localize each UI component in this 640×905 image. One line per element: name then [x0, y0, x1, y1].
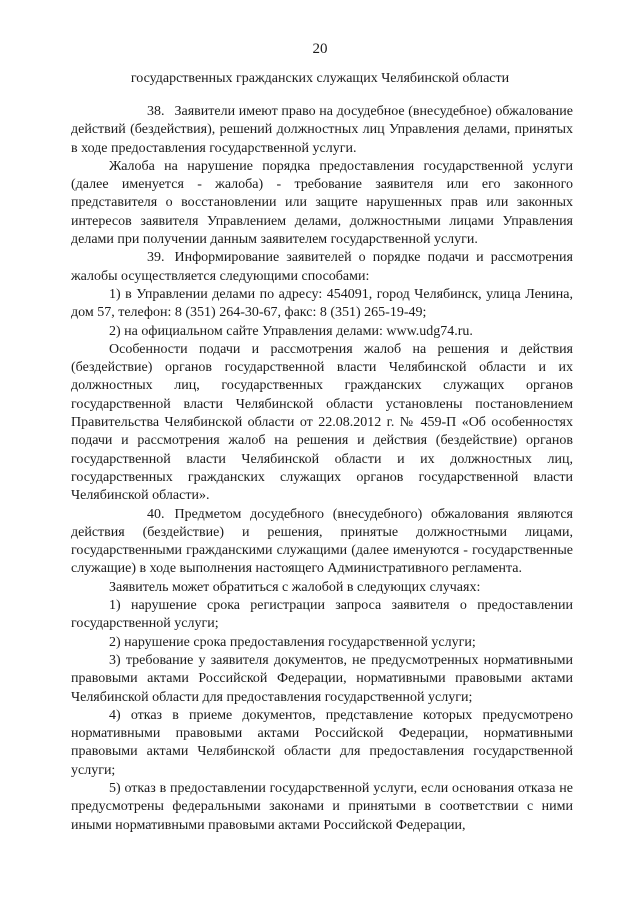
paragraph-text: Жалоба на нарушение порядка предоставления государственной услуги (далее именуется - жалоба) - требование заявителя или его законного представителя о восстановлении или защите нарушенных прав или законных интересов заявителя Управлением делами, должностными лицами Управления делами при получении данным заявителем государственной услуги. — [71, 158, 573, 248]
paragraph-text: 2) нарушение срока предоставления государственной услуги; — [109, 634, 476, 650]
paragraph-number: 38. — [147, 104, 165, 119]
paragraph-cases-intro — [71, 579, 573, 597]
paragraph-number: 39. — [147, 250, 165, 266]
paragraph-complaint-definition — [71, 158, 573, 249]
page-number: 20 — [312, 41, 328, 57]
paragraph-text: 2) на официальном сайте Управления делами: www.udg74.ru. — [109, 323, 473, 339]
paragraph-38 — [71, 103, 573, 158]
paragraph-text: 3) требование у заявителя документов, не предусмотренных нормативными правовыми актами Российской Федерации, нормативными правовыми актами Челябинской области для предоставления государственной услуги; — [71, 652, 573, 705]
paragraph-text: Заявители имеют право на досудебное (внесудебное) обжалование действий (бездействия), решений должностных лиц Управления делами, принятых в ходе предоставления государственной услуги. — [71, 104, 573, 156]
list-item-address — [71, 286, 573, 323]
running-header: государственных гражданских служащих Челябинской области — [130, 71, 510, 86]
paragraph-39 — [71, 249, 573, 286]
list-item-case-4 — [71, 707, 573, 780]
list-item-website — [71, 323, 573, 341]
paragraph-text: 5) отказ в предоставлении государственной услуги, если основания отказа не предусмотрены федеральными законами и принятыми в соответствии с ними иными нормативными правовыми актами Российской Федерации, — [71, 780, 573, 833]
paragraph-text: 4) отказ в приеме документов, представление которых предусмотрено нормативными правовыми актами Российской Федерации, нормативными правовыми актами Челябинской области для предоставления государственной услуги; — [71, 707, 573, 778]
paragraph-text: Заявитель может обратиться с жалобой в следующих случаях: — [109, 579, 481, 595]
paragraph-text: Предметом досудебного (внесудебного) обжалования являются действия (бездействие) и решения, принятые должностными лицами, государственными гражданскими служащими (далее именуются - государственные служащие) в ходе выполнения настоящего Административного регламента. — [71, 506, 573, 577]
paragraph-features — [71, 341, 573, 506]
paragraph-text: Информирование заявителей о порядке подачи и рассмотрения жалобы осуществляется следующими способами: — [71, 250, 573, 284]
list-item-case-2 — [71, 634, 573, 652]
paragraph-text: 1) нарушение срока регистрации запроса заявителя о предоставлении государственной услуги; — [71, 598, 573, 632]
paragraph-40 — [71, 506, 573, 579]
paragraph-text: Особенности подачи и рассмотрения жалоб на решения и действия (бездействие) органов государственной власти Челябинской области и их должностных лиц, государственных гражданских служащих органов государственной власти Челябинской области установлены постановлением Правительства Челябинской области от 22.08.2012 г. № 459-П «Об особенностях подачи и рассмотрения жалоб на решения и действия (бездействие) органов государственной власти Челябинской области и их должностных лиц, государственных гражданских служащих органов государственной власти Челябинской области». — [71, 341, 573, 504]
paragraph-text: 1) в Управлении делами по адресу: 454091, город Челябинск, улица Ленина, дом 57, телефон: 8 (351) 264-30-67, факс: 8 (351) 265-19-49; — [71, 286, 573, 321]
list-item-case-1 — [71, 597, 573, 634]
paragraph-number: 40. — [147, 506, 165, 522]
body-text — [71, 103, 573, 835]
list-item-case-3 — [71, 652, 573, 707]
list-item-case-5 — [71, 780, 573, 835]
